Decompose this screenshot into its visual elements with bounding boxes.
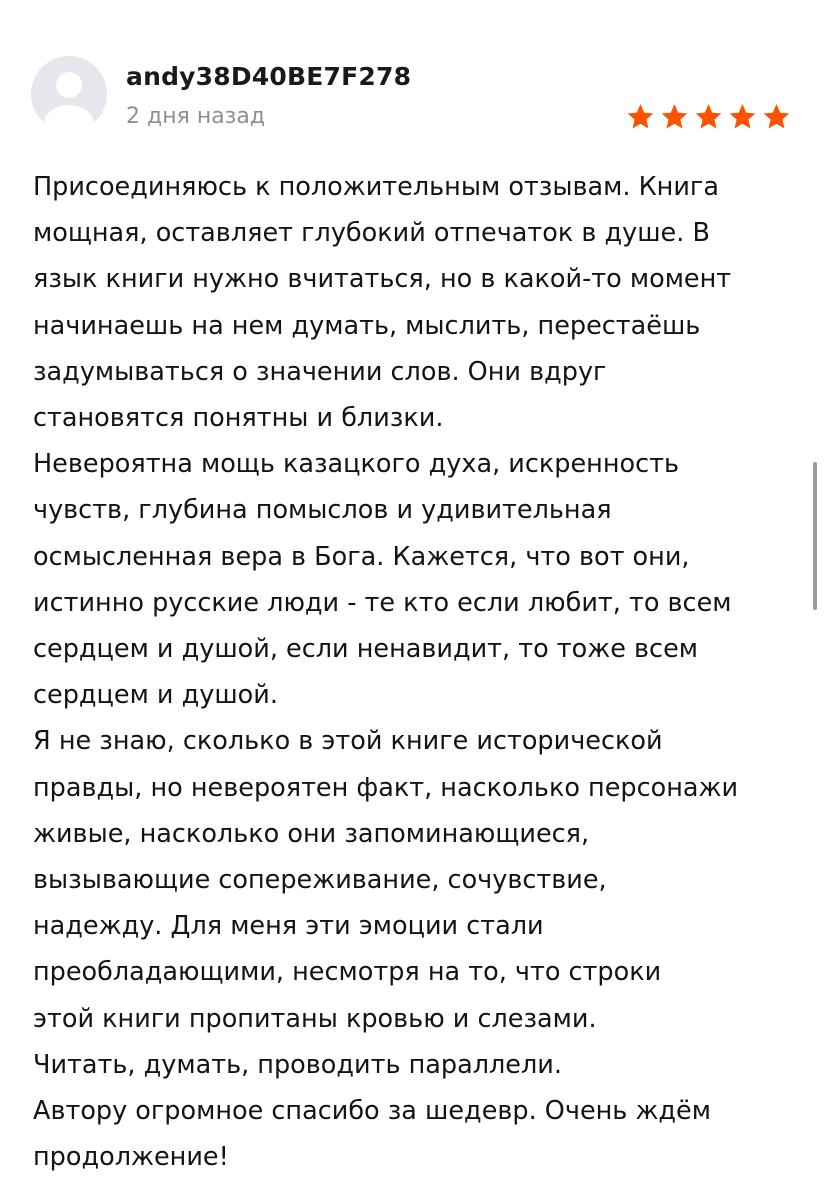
- review-text-line: сердцем и душой, если ненавидит, то тоже всем: [33, 634, 699, 665]
- star-icon: [626, 102, 655, 131]
- star-icon: [728, 102, 757, 131]
- review-text-line: Автору огромное спасибо за шедевр. Очень ждём: [33, 1096, 711, 1127]
- review-text-line: начинаешь на нем думать, мыслить, перестаёшь: [33, 310, 701, 341]
- review-text-line: правды, но невероятен факт, насколько персонажи: [33, 772, 739, 803]
- review-text-line: этой книги пропитаны кровью и слезами.: [33, 1003, 597, 1034]
- user-avatar-icon: [31, 56, 107, 132]
- review-text-line: Я не знаю, сколько в этой книге исторической: [33, 726, 663, 757]
- review-text-line: продолжение!: [33, 1142, 229, 1173]
- review-text-line: чувств, глубина помыслов и удивительная: [33, 495, 612, 526]
- star-icon: [762, 102, 791, 131]
- review-text-line: преобладающими, несмотря на то, что строки: [33, 957, 662, 988]
- review-text-line: Невероятна мощь казацкого духа, искренность: [33, 449, 680, 480]
- review-rating: [626, 102, 791, 131]
- review-text-line: истинно русские люди - те кто если любит, то всем: [33, 587, 732, 618]
- review-body: [33, 164, 803, 1180]
- review-text-line: становятся понятны и близки.: [33, 403, 444, 434]
- review-text-line: живые, насколько они запоминающиеся,: [33, 818, 590, 849]
- review-author-name[interactable]: andy38D40BE7F278: [126, 62, 412, 91]
- star-icon: [660, 102, 689, 131]
- star-icon: [694, 102, 723, 131]
- review-text-line: задумываться о значении слов. Они вдруг: [33, 356, 607, 387]
- review-text-line: Присоединяюсь к положительным отзывам. Книга: [33, 172, 719, 202]
- review-text-line: вызывающие сопереживание, сочувствие,: [33, 865, 607, 896]
- avatar[interactable]: [31, 56, 107, 132]
- review-date: 2 дня назад: [126, 104, 266, 129]
- scrollbar[interactable]: [813, 462, 817, 610]
- review-text-line: надежду. Для меня эти эмоции стали: [33, 911, 544, 942]
- review-text-line: Читать, думать, проводить параллели.: [33, 1049, 562, 1080]
- review-text-line: осмысленная вера в Бога. Кажется, что вот они,: [33, 541, 690, 572]
- review-text-line: язык книги нужно вчитаться, но в какой-то момент: [33, 264, 732, 295]
- review-text-line: мощная, оставляет глубокий отпечаток в душе. В: [33, 218, 710, 249]
- review-text-line: сердцем и душой.: [33, 680, 278, 711]
